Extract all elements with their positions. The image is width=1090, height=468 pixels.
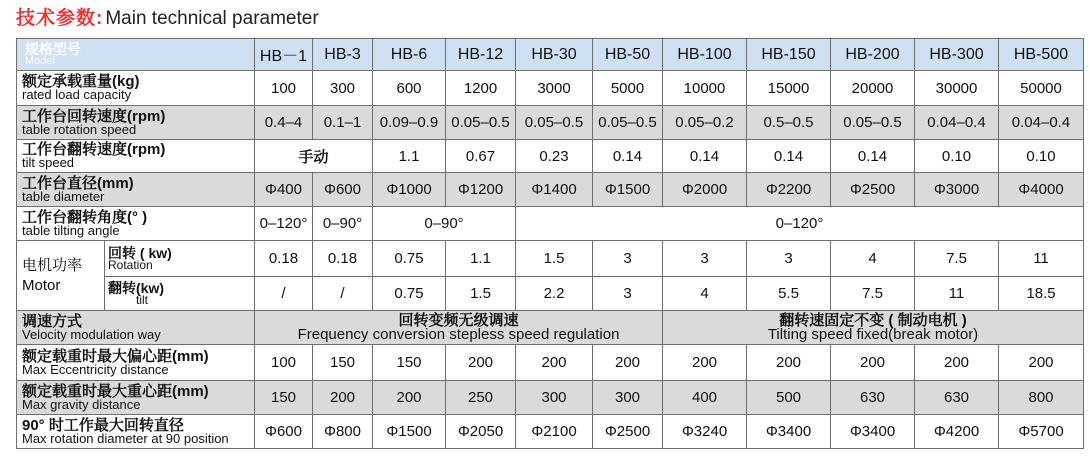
modulation-rotation-en: Frequency conversion stepless speed regulation	[297, 325, 620, 343]
row-label	[17, 415, 255, 449]
value-cell: Φ2500	[593, 415, 663, 449]
value-cell: 0–90°	[373, 207, 516, 241]
row-label-cn: 调速方式	[22, 312, 83, 330]
value-cell: Φ600	[313, 173, 373, 207]
gravity-row	[17, 381, 1084, 415]
value-cell: 0.18	[255, 241, 313, 277]
sublabel-en: tilt	[136, 292, 148, 307]
motor-rotation-row	[17, 241, 1084, 277]
row-label-en: Max gravity distance	[22, 396, 141, 412]
value-cell: 0.10	[915, 140, 999, 173]
modulation-row	[17, 311, 1084, 345]
value-cell: 7.5	[915, 241, 999, 277]
value-cell: 1200	[446, 71, 516, 106]
row-label-en: rated load capacity	[22, 87, 132, 102]
value-cell: 2.2	[516, 277, 593, 311]
value-cell: 300	[313, 71, 373, 106]
value-cell: 0.5–0.5	[747, 106, 831, 140]
value-cell: 100	[255, 345, 313, 381]
value-cell: 3	[593, 277, 663, 311]
value-cell: 200	[446, 345, 516, 381]
value-cell: 15000	[747, 71, 831, 106]
value-cell: 0.1–1	[313, 106, 373, 140]
value-cell: 300	[593, 381, 663, 415]
value-cell: Φ800	[313, 415, 373, 449]
row-label	[17, 106, 255, 140]
value-cell: 3000	[516, 71, 593, 106]
model-cell: HB-500	[999, 39, 1084, 71]
value-cell: 150	[255, 381, 313, 415]
title-en: Main technical parameter	[105, 8, 319, 29]
value-cell: Φ1500	[593, 173, 663, 207]
row-label	[17, 140, 255, 173]
value-cell: 0.4–4	[255, 106, 313, 140]
sublabel-cn: 翻转(kw)	[108, 279, 164, 296]
value-cell: 3	[747, 241, 831, 277]
row-label	[17, 71, 255, 106]
value-cell: 200	[999, 345, 1084, 381]
value-cell: 200	[831, 345, 915, 381]
row-label-en: table diameter	[22, 188, 105, 204]
value-cell: 630	[915, 381, 999, 415]
row-label	[17, 381, 255, 415]
row-label-cn: 额定承载重量(kg)	[22, 73, 140, 90]
value-cell: 0–120°	[516, 207, 1084, 241]
value-cell: 400	[663, 381, 747, 415]
model-cell: HB-300	[915, 39, 999, 71]
value-cell: 11	[999, 241, 1084, 277]
value-cell: 250	[446, 381, 516, 415]
value-cell: 300	[516, 381, 593, 415]
value-cell: 3	[593, 241, 663, 277]
model-cell: HB-200	[831, 39, 915, 71]
load-row	[17, 71, 1084, 106]
value-cell: 0.05–0.5	[831, 106, 915, 140]
value-cell: 0.09–0.9	[373, 106, 446, 140]
value-cell: 0.05–0.5	[516, 106, 593, 140]
value-cell: 1.1	[446, 241, 516, 277]
modulation-rotation-cn: 回转变频无级调速	[398, 311, 519, 329]
row-label-cn: 工作台直径(mm)	[22, 174, 134, 192]
value-cell: 5000	[593, 71, 663, 106]
page-title	[16, 6, 319, 32]
value-cell: 0.14	[831, 140, 915, 173]
parameter-table	[16, 38, 1084, 449]
value-cell: 200	[516, 345, 593, 381]
row-label-cn: 额定载重时最大重心距(mm)	[22, 382, 209, 400]
row-label-en: Velocity modulation way	[22, 326, 161, 342]
row-label-cn: 工作台回转速度(rpm)	[22, 107, 166, 125]
row-label-en: Max Eccentricity distance	[22, 361, 169, 377]
value-cell: Φ3000	[915, 173, 999, 207]
rotation-speed-row	[17, 106, 1084, 140]
model-cell: HB-12	[446, 39, 516, 71]
value-cell: 800	[999, 381, 1084, 415]
value-cell: 600	[373, 71, 446, 106]
value-cell: Φ2200	[747, 173, 831, 207]
value-cell: 20000	[831, 71, 915, 106]
row-label-en: table tilting angle	[22, 222, 120, 238]
row-label-cn: 90° 时工作最大回转直径	[22, 416, 184, 434]
value-cell: Φ600	[255, 415, 313, 449]
value-cell: 0.05–0.5	[593, 106, 663, 140]
value-cell: 3	[663, 241, 747, 277]
row-label	[17, 345, 255, 381]
value-cell: 200	[313, 381, 373, 415]
sublabel-cn: 回转 ( kw)	[108, 244, 172, 261]
model-cell: HB－1	[255, 39, 313, 71]
value-cell: 0–120°	[255, 207, 313, 241]
value-cell: 0.10	[999, 140, 1084, 173]
sublabel-en: Rotation	[108, 257, 153, 272]
value-cell: 0.14	[663, 140, 747, 173]
value-cell: 4	[663, 277, 747, 311]
motor-label	[17, 241, 105, 311]
value-cell: Φ4000	[999, 173, 1084, 207]
motor-label-en: Motor	[22, 276, 61, 294]
value-cell: 630	[831, 381, 915, 415]
value-cell: Φ3400	[747, 415, 831, 449]
value-cell: Φ2000	[663, 173, 747, 207]
tilt-speed-row	[17, 140, 1084, 173]
motor-label-cn: 电机功率	[22, 256, 83, 274]
value-cell: Φ2100	[516, 415, 593, 449]
value-cell: Φ1500	[373, 415, 446, 449]
value-cell: Φ1000	[373, 173, 446, 207]
value-cell: 150	[373, 345, 446, 381]
value-cell: 18.5	[999, 277, 1084, 311]
model-cell: HB-150	[747, 39, 831, 71]
value-cell: 0.75	[373, 241, 446, 277]
model-label-cn: 规格型号	[25, 40, 81, 57]
value-cell: Φ400	[255, 173, 313, 207]
value-cell: Φ3400	[831, 415, 915, 449]
value-cell: 500	[747, 381, 831, 415]
row-label-cn: 工作台翻转速度(rpm)	[22, 141, 166, 158]
model-header-cell	[17, 39, 255, 71]
modulation-rotation-cell	[255, 311, 663, 345]
value-cell: Φ2500	[831, 173, 915, 207]
model-cell: HB-3	[313, 39, 373, 71]
row-label-cn: 额定载重时最大偏心距(mm)	[22, 347, 209, 365]
value-cell: Φ2050	[446, 415, 516, 449]
motor-tilt-row	[17, 277, 1084, 311]
value-cell: Φ1400	[516, 173, 593, 207]
value-cell: 10000	[663, 71, 747, 106]
row-label	[17, 311, 255, 345]
value-cell: 1.5	[516, 241, 593, 277]
value-cell: /	[255, 277, 313, 311]
row-label	[17, 173, 255, 207]
manual-cell: 手动	[255, 140, 373, 173]
row-label-en: table rotation speed	[22, 121, 137, 137]
modulation-tilt-cn: 翻转速固定不变 ( 制动电机 )	[779, 311, 967, 329]
tilt-angle-row	[17, 207, 1084, 241]
modulation-tilt-cell	[663, 311, 1084, 345]
value-cell: Φ3240	[663, 415, 747, 449]
value-cell: Φ4200	[915, 415, 999, 449]
value-cell: 0–90°	[313, 207, 373, 241]
value-cell: 0.75	[373, 277, 446, 311]
header-row	[17, 39, 1084, 71]
value-cell: 11	[915, 277, 999, 311]
value-cell: 50000	[999, 71, 1084, 106]
value-cell: 200	[593, 345, 663, 381]
row-label-en: Max rotation diameter at 90 position	[22, 430, 229, 446]
value-cell: 200	[915, 345, 999, 381]
value-cell: 0.14	[747, 140, 831, 173]
rotation-sublabel	[105, 241, 255, 277]
title-cn: 技术参数:	[16, 8, 104, 29]
row-label	[17, 207, 255, 241]
value-cell: 200	[747, 345, 831, 381]
eccentricity-row	[17, 345, 1084, 381]
value-cell: 100	[255, 71, 313, 106]
diameter-row	[17, 173, 1084, 207]
model-cell: HB-6	[373, 39, 446, 71]
tilt-sublabel	[105, 277, 255, 311]
row-label-cn: 工作台翻转角度(° )	[22, 208, 148, 226]
model-cell: HB-30	[516, 39, 593, 71]
value-cell: 200	[663, 345, 747, 381]
row-label-en: tilt speed	[22, 155, 75, 170]
value-cell: Φ5700	[999, 415, 1084, 449]
value-cell: 0.23	[516, 140, 593, 173]
model-cell: HB-100	[663, 39, 747, 71]
value-cell: 200	[373, 381, 446, 415]
value-cell: 7.5	[831, 277, 915, 311]
modulation-tilt-en: Tilting speed fixed(break motor)	[767, 325, 979, 343]
value-cell: 0.05–0.2	[663, 106, 747, 140]
value-cell: 4	[831, 241, 915, 277]
value-cell: 0.05–0.5	[446, 106, 516, 140]
value-cell: 1.5	[446, 277, 516, 311]
value-cell: 150	[313, 345, 373, 381]
model-label-en: Model	[25, 54, 55, 67]
model-cell: HB-50	[593, 39, 663, 71]
value-cell: 30000	[915, 71, 999, 106]
max-rotation-diameter-row	[17, 415, 1084, 449]
value-cell: 0.67	[446, 140, 516, 173]
value-cell: 0.14	[593, 140, 663, 173]
value-cell: 0.18	[313, 241, 373, 277]
value-cell: Φ1200	[446, 173, 516, 207]
value-cell: 0.04–0.4	[915, 106, 999, 140]
value-cell: 1.1	[373, 140, 446, 173]
value-cell: 5.5	[747, 277, 831, 311]
value-cell: /	[313, 277, 373, 311]
value-cell: 0.04–0.4	[999, 106, 1084, 140]
